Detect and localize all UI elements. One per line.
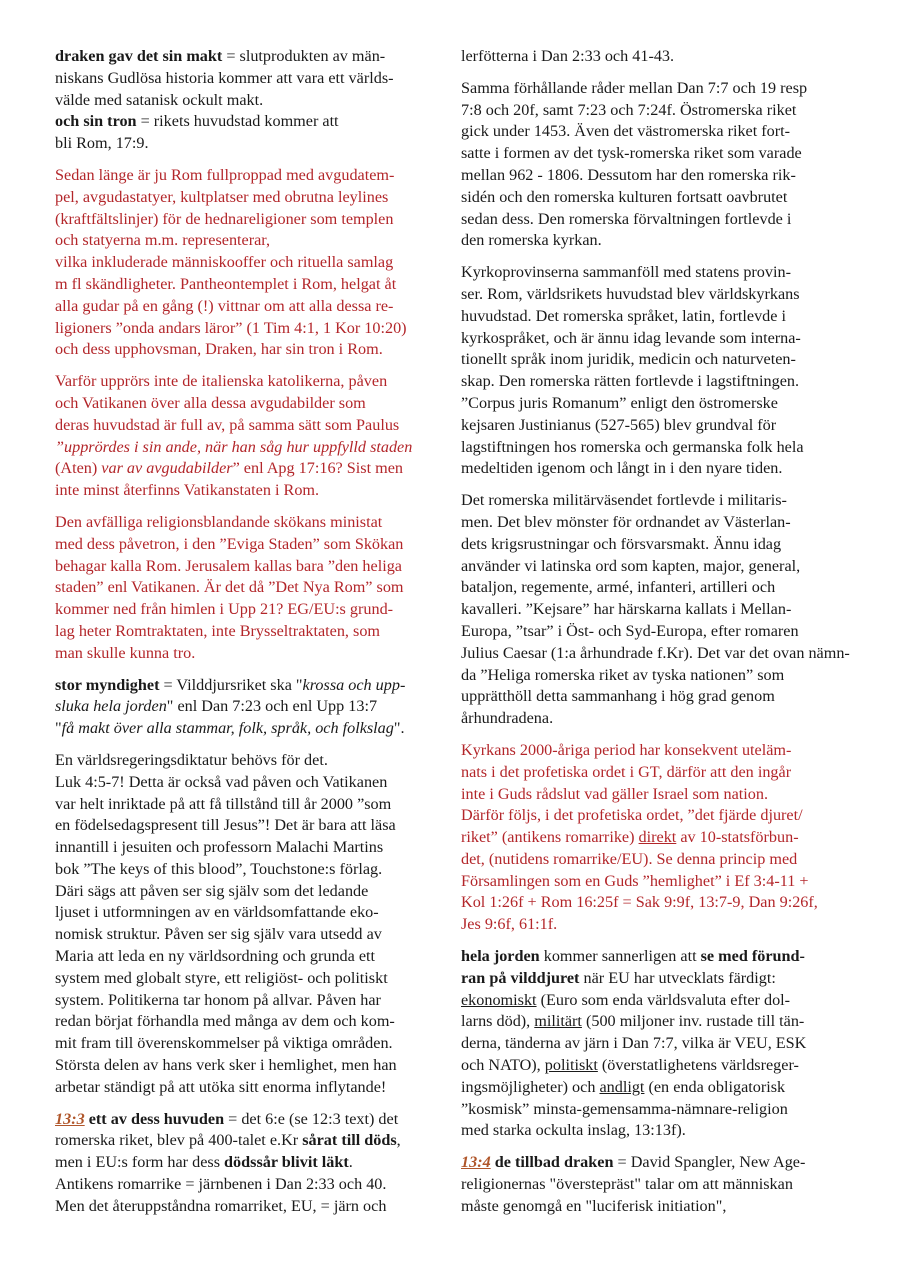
text-line: upprätthöll detta sammanhang i hög grad genom xyxy=(461,687,775,706)
text-line: kavalleri. ”Kejsare” har härskarna kallats i Mellan- xyxy=(461,600,792,619)
text-line: dets krigsrustningar och försvarsmakt. Ännu idag xyxy=(461,534,782,553)
text-line: innantill i jesuiten och professorn Malachi Martins xyxy=(55,838,384,857)
quote-italic: sluka hela jorden xyxy=(55,697,167,716)
text-run: romerska riket, blev på 400-talet e.Kr xyxy=(55,1131,303,1150)
text-line: Varför upprörs inte de italienska katolikerna, påven xyxy=(55,372,388,391)
text-run: (en enda obligatorisk xyxy=(644,1077,786,1096)
keyword-stor-myndighet: stor myndighet xyxy=(55,675,160,694)
text-line: ”Corpus juris Romanum” enligt den östromerske xyxy=(461,393,778,412)
text-line: ser. Rom, världsrikets huvudstad blev världskyrkans xyxy=(461,284,800,303)
text-line: Julius Caesar (1:a århundrade f.Kr). Det var det ovan nämn- xyxy=(461,643,850,662)
text-line: m fl skändligheter. Pantheontemplet i Rom, helgat åt xyxy=(55,274,397,293)
text-line: den romerska kyrkan. xyxy=(461,231,602,250)
text-line: mit fram till överenskommelser på viktiga områden. xyxy=(55,1034,393,1053)
text-line: med dess påvetron, i den ”Eviga Staden” som Skökan xyxy=(55,534,404,553)
text-run: (Aten) xyxy=(55,459,102,478)
text-line: århundradena. xyxy=(461,709,554,728)
text-line: och dess upphovsman, Draken, har sin tron i Rom. xyxy=(55,340,383,359)
right-column xyxy=(461,46,851,1228)
text-line: och Vatikanen över alla dessa avgudabilder som xyxy=(55,393,366,412)
text-run: = rikets huvudstad kommer att xyxy=(136,112,339,131)
text-line: redan börjat förhandla med många av dem och kom- xyxy=(55,1012,395,1031)
paragraph-skokan-ministat xyxy=(55,512,441,665)
text-line: kyrkospråket, och är ännu idag levande som interna- xyxy=(461,328,801,347)
text-line: sidén och den romerska kulturen fortsatt oavbrutet xyxy=(461,187,788,206)
text-line: använder vi latinska ord som kapten, major, general, xyxy=(461,556,801,575)
text-line: sedan dess. Den romerska förvaltningen fortlevde i xyxy=(461,209,792,228)
text-run: (överstatlighetens världsreger- xyxy=(597,1056,799,1075)
quote-italic: krossa och upp- xyxy=(302,675,406,694)
underlined-word-ekonomiskt: ekonomiskt xyxy=(461,990,537,1009)
text-run: riket” (antikens romarrike) xyxy=(461,828,639,847)
text-line: Det romerska militärväsendet fortlevde i militaris- xyxy=(461,491,787,510)
text-line: nomisk struktur. Påven ser sig själv vara utsedd av xyxy=(55,925,382,944)
text-line: niskans Gudlösa historia kommer att vara ett världs- xyxy=(55,68,394,87)
keyword-pa-vilddjuret: ran på vilddjuret xyxy=(461,968,580,987)
text-run: ingsmöjligheter) och xyxy=(461,1077,600,1096)
paragraph-lerfotterna xyxy=(461,46,851,68)
underlined-word-andligt: andligt xyxy=(599,1077,645,1096)
paragraph-samma-forhallande xyxy=(461,78,851,252)
text-line: lagstiftningen hos romerska och germanska folk hela xyxy=(461,437,804,456)
text-line: nats i det profetiska ordet i GT, därför att den ingår xyxy=(461,762,792,781)
text-line: religionernas "överstepräst" talar om att människan xyxy=(461,1175,793,1194)
text-line: bli Rom, 17:9. xyxy=(55,134,149,153)
text-line: och statyerna m.m. representerar, xyxy=(55,231,271,250)
paragraph-varfor-upprors xyxy=(55,371,441,502)
text-run: = slutprodukten av män- xyxy=(222,47,386,65)
text-line: satte i formen av det tysk-romerska riket som varade xyxy=(461,144,802,163)
text-line: Däri sägs att påven ser sig själv som det ledande xyxy=(55,881,369,900)
paragraph-stor-myndighet xyxy=(55,675,441,740)
text-run: " enl Dan 7:23 och enl Upp 13:7 xyxy=(166,697,378,716)
text-line: da ”Heliga romerska riket av tyska nationen” som xyxy=(461,665,785,684)
paragraph-13-3 xyxy=(55,1109,441,1218)
text-line: Men det återuppståndna romarriket, EU, = järn och xyxy=(55,1196,387,1215)
text-line: Maria att leda en ny världsordning och grunda ett xyxy=(55,947,376,966)
text-line: en födelsedagspresent till Jesus”! Det är bara att läsa xyxy=(55,816,396,835)
verse-reference-13-4[interactable]: 13:4 xyxy=(461,1153,491,1172)
text-run: = Vilddjursriket ska " xyxy=(159,675,303,694)
text-run: = David Spangler, New Age- xyxy=(613,1153,806,1172)
left-column xyxy=(55,46,441,1228)
text-line: Församlingen som en Guds ”hemlighet” i Ef 3:4-11 + xyxy=(461,871,809,890)
text-line: alla gudar på en gång (!) vittnar om att alla dessa re- xyxy=(55,296,394,315)
text-line: ”kosmisk” minsta-gemensamma-nämnare-religion xyxy=(461,1099,788,1118)
text-line: 7:8 och 20f, samt 7:23 och 7:24f. Östromerska riket xyxy=(461,100,797,119)
text-line: Jes 9:6f, 61:1f. xyxy=(461,915,558,934)
text-line: Sedan länge är ju Rom fullproppad med avgudatem- xyxy=(55,165,395,184)
text-line: inte minst återfinns Vatikanstaten i Rom. xyxy=(55,481,320,500)
text-line: huvudstad. Det romerska språket, latin, fortlevde i xyxy=(461,306,787,325)
text-run: och NATO), xyxy=(461,1056,545,1075)
verse-reference-13-3[interactable]: 13:3 xyxy=(55,1109,85,1128)
text-line: ligioners ”onda andars läror” (1 Tim 4:1, 1 Kor 10:20) xyxy=(55,318,407,337)
text-line: En världsregeringsdiktatur behövs för det. xyxy=(55,750,328,769)
quote-italic: ”upprördes i sin ande, när han såg hur uppfylld staden xyxy=(55,437,413,456)
text-line: Kyrkoprovinserna sammanföll med statens provin- xyxy=(461,263,791,282)
text-line: (kraftfältslinjer) för de hednareligioner som templen xyxy=(55,209,394,228)
text-line: var helt inriktade på att få tillstånd till år 2000 ”som xyxy=(55,794,392,813)
keyword-se-med-forundran: se med förund- xyxy=(700,947,805,966)
text-run: av 10-statsförbun- xyxy=(676,828,799,847)
text-line: tionellt språk inom juridik, medicin och naturveten- xyxy=(461,350,796,369)
text-line: Den avfälliga religionsblandande skökans ministat xyxy=(55,512,383,531)
paragraph-hela-jorden xyxy=(461,946,851,1142)
text-line: Europa, ”tsar” i Öst- och Syd-Europa, efter romaren xyxy=(461,621,799,640)
paragraph-draken-gav-makt xyxy=(55,46,441,155)
text-line: Största delen av hans verk sker i hemlighet, men han xyxy=(55,1056,397,1075)
text-run: larns död), xyxy=(461,1012,535,1031)
text-line: men. Det blev mönster för ordnandet av Västerlan- xyxy=(461,512,791,531)
text-run: ". xyxy=(393,719,405,738)
text-line: deras huvudstad är full av, på samma sätt som Paulus xyxy=(55,415,400,434)
quote-italic: få makt över alla stammar, folk, språk, och folkslag xyxy=(61,719,394,738)
paragraph-kyrkans-period xyxy=(461,740,851,936)
keyword-de-tillbad-draken: de tillbad draken xyxy=(490,1153,614,1172)
text-line: lag heter Romtraktaten, inte Brysseltraktaten, som xyxy=(55,621,381,640)
quote-italic: var av avgudabilder xyxy=(101,459,233,478)
text-run: " xyxy=(55,719,62,738)
text-line: mellan 962 - 1806. Dessutom har den romerska rik- xyxy=(461,165,796,184)
text-line: inte i Guds rådslut vad gäller Israel som nation. xyxy=(461,784,769,803)
keyword-ett-av-dess-huvuden: ett av dess huvuden xyxy=(84,1109,225,1128)
underlined-word-militart: militärt xyxy=(534,1012,582,1031)
text-line: staden” enl Vatikanen. Är det då ”Det Nya Rom” som xyxy=(55,578,404,597)
text-line: system. Politikerna tar honom på allvar. Påven har xyxy=(55,990,381,1009)
text-line: man skulle kunna tro. xyxy=(55,643,196,662)
keyword-draken-gav: draken gav det sin makt xyxy=(55,47,223,65)
text-line: behagar kalla Rom. Jerusalem kallas bara ”den heliga xyxy=(55,556,402,575)
text-line: skap. Den romerska rätten fortlevde i lagstiftningen. xyxy=(461,372,800,391)
text-line: med starka ockulta inslag, 13:13f). xyxy=(461,1121,686,1140)
text-line: kommer ned från himlen i Upp 21? EG/EU:s grund- xyxy=(55,600,394,619)
text-run: . xyxy=(348,1153,353,1172)
text-line: ljuset i utformningen av en världsomfattande eko- xyxy=(55,903,379,922)
text-run: , xyxy=(396,1131,401,1150)
text-run: (Euro som enda världsvaluta efter dol- xyxy=(536,990,791,1009)
text-line: Luk 4:5-7! Detta är också vad påven och Vatikanen xyxy=(55,772,388,791)
text-run: ” enl Apg 17:16? Sist men xyxy=(232,459,403,478)
text-line: bataljon, regemente, armé, infanteri, artilleri och xyxy=(461,578,776,597)
text-line: Kyrkans 2000-åriga period har konsekvent uteläm- xyxy=(461,740,792,759)
text-line: välde med satanisk ockult makt. xyxy=(55,90,264,109)
text-run: (500 miljoner inv. rustade till tän- xyxy=(581,1012,805,1031)
text-line: system med globalt styre, ett religiöst- och politiskt xyxy=(55,968,388,987)
keyword-sin-tron: och sin tron xyxy=(55,112,137,131)
text-line: lerfötterna i Dan 2:33 och 41-43. xyxy=(461,47,675,65)
paragraph-varldsregering xyxy=(55,750,441,1099)
text-line: derna, tänderna av järn i Dan 7:7, vilka är VEU, ESK xyxy=(461,1034,807,1053)
underlined-word-direkt: direkt xyxy=(638,828,677,847)
paragraph-13-4 xyxy=(461,1152,851,1217)
text-line: Samma förhållande råder mellan Dan 7:7 och 19 resp xyxy=(461,78,808,97)
text-line: Kol 1:26f + Rom 16:25f = Sak 9:9f, 13:7-9, Dan 9:26f, xyxy=(461,893,818,912)
text-run: men i EU:s form har dess xyxy=(55,1153,225,1172)
text-line: Antikens romarrike = järnbenen i Dan 2:33 och 40. xyxy=(55,1175,387,1194)
text-line: medeltiden igenom och långt in i den nyare tiden. xyxy=(461,459,783,478)
text-line: Därför följs, i det profetiska ordet, ”det fjärde djuret/ xyxy=(461,806,803,825)
text-line: gick under 1453. Även det västromerska riket fort- xyxy=(461,122,791,141)
text-line: måste genomgå en "luciferisk initiation", xyxy=(461,1196,727,1215)
text-line: kejsaren Justinianus (527-565) blev grundval för xyxy=(461,415,777,434)
paragraph-militarvasendet xyxy=(461,490,851,730)
paragraph-rom-avgudar xyxy=(55,165,441,361)
keyword-dodssar-blivit-lakt: dödssår blivit läkt xyxy=(224,1153,349,1172)
text-run: när EU har utvecklats färdigt: xyxy=(579,968,776,987)
text-line: bok ”The keys of this blood”, Touchstone:s förlag. xyxy=(55,859,383,878)
text-line: arbetar ständigt på att utöka sitt enorma inflytande! xyxy=(55,1077,387,1096)
text-run: kommer sannerligen att xyxy=(539,947,701,966)
text-run: = det 6:e (se 12:3 text) det xyxy=(224,1109,399,1128)
text-line: pel, avgudastatyer, kultplatser med obrutna leylines xyxy=(55,187,389,206)
underlined-word-politiskt: politiskt xyxy=(544,1056,598,1075)
paragraph-kyrkoprovinserna xyxy=(461,262,851,480)
text-line: vilka inkluderade människooffer och rituella samlag xyxy=(55,253,394,272)
keyword-hela-jorden: hela jorden xyxy=(461,947,540,966)
keyword-sarat-till-dods: sårat till döds xyxy=(302,1131,397,1150)
text-line: det, (nutidens romarrike/EU). Se denna princip med xyxy=(461,849,798,868)
